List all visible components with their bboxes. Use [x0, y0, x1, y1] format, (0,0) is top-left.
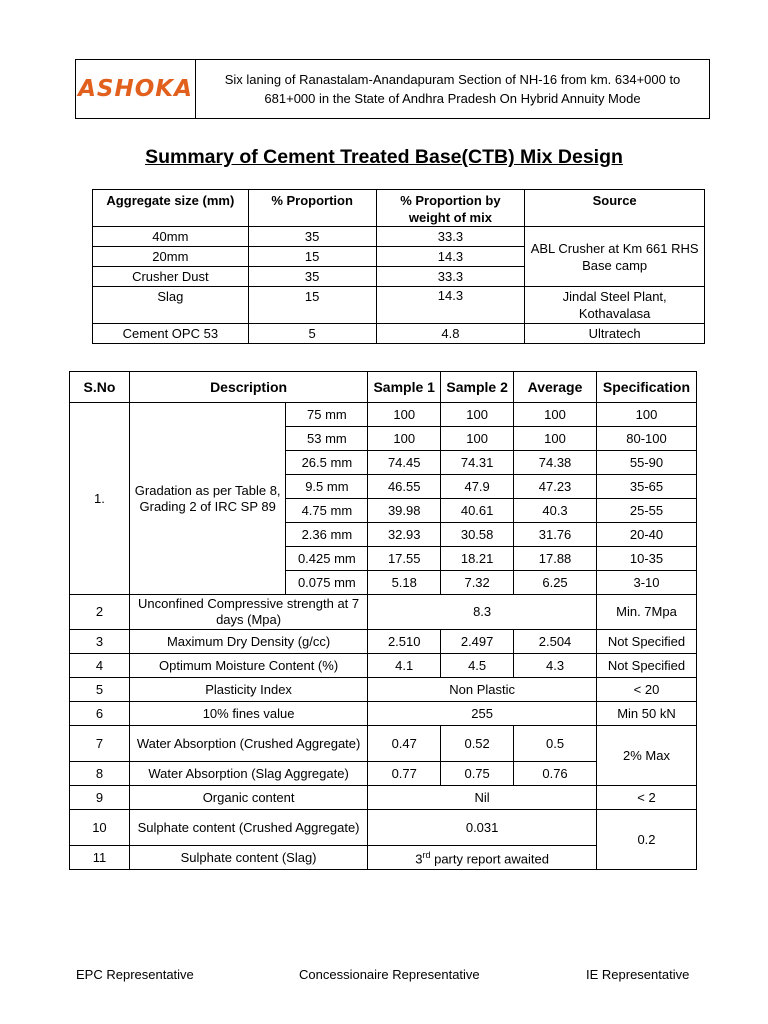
average-value: 47.23: [514, 475, 597, 499]
column-header: % Proportion by weight of mix: [376, 190, 525, 227]
sample-1-value: 32.93: [368, 523, 441, 547]
sample-1-value: 46.55: [368, 475, 441, 499]
table-row: [70, 678, 697, 702]
proportion: 5: [248, 324, 376, 344]
specification: Min. 7Mpa: [596, 595, 696, 630]
sample-1-value: 2.510: [368, 630, 441, 654]
test-value: Non Plastic: [368, 678, 597, 702]
source: Jindal Steel Plant, Kothavalasa: [525, 287, 705, 324]
test-value: 255: [368, 702, 597, 726]
document-header: [75, 59, 710, 119]
aggregate-size: Cement OPC 53: [93, 324, 249, 344]
sample-2-value: 30.58: [441, 523, 514, 547]
specification: 10-35: [596, 547, 696, 571]
sample-1-value: 100: [368, 403, 441, 427]
specification: Not Specified: [596, 654, 696, 678]
aggregate-size: 40mm: [93, 227, 249, 247]
sample-2-value: 100: [441, 403, 514, 427]
specification: 20-40: [596, 523, 696, 547]
sample-1-value: 5.18: [368, 571, 441, 595]
test-value: 0.031: [368, 810, 597, 846]
proportion-by-weight: 14.3: [376, 247, 525, 267]
aggregate-proportion-table: [92, 189, 705, 344]
column-header: % Proportion: [248, 190, 376, 227]
column-header: Sample 1: [368, 372, 441, 403]
average-value: 74.38: [514, 451, 597, 475]
aggregate-size: Slag: [93, 287, 249, 324]
test-value: 8.3: [368, 595, 597, 630]
sample-2-value: 0.52: [441, 726, 514, 762]
test-description: 10% fines value: [129, 702, 367, 726]
test-value: Nil: [368, 786, 597, 810]
specification: 25-55: [596, 499, 696, 523]
sieve-size: 0.075 mm: [286, 571, 368, 595]
specification: 55-90: [596, 451, 696, 475]
specification: < 20: [596, 678, 696, 702]
table-header-row: [93, 190, 705, 227]
average-value: 100: [514, 427, 597, 451]
page-title: Summary of Cement Treated Base(CTB) Mix Design: [145, 146, 623, 168]
ordinal-suffix: rd: [422, 850, 431, 861]
sieve-size: 4.75 mm: [286, 499, 368, 523]
column-header: S.No: [70, 372, 130, 403]
average-value: 0.76: [514, 762, 597, 786]
column-header: Description: [129, 372, 367, 403]
specification: 0.2: [596, 810, 696, 870]
sample-1-value: 0.77: [368, 762, 441, 786]
column-header: Sample 2: [441, 372, 514, 403]
column-header: Specification: [596, 372, 696, 403]
sample-1-value: 0.47: [368, 726, 441, 762]
test-description: Organic content: [129, 786, 367, 810]
proportion-by-weight: 14.3: [376, 287, 525, 324]
average-value: 17.88: [514, 547, 597, 571]
sample-2-value: 4.5: [441, 654, 514, 678]
proportion-by-weight: 4.8: [376, 324, 525, 344]
test-description: Water Absorption (Crushed Aggregate): [129, 726, 367, 762]
average-value: 40.3: [514, 499, 597, 523]
specification: 35-65: [596, 475, 696, 499]
test-description: Plasticity Index: [129, 678, 367, 702]
serial-number: 5: [70, 678, 130, 702]
serial-number: 3: [70, 630, 130, 654]
test-description: Gradation as per Table 8, Grading 2 of IRC SP 89: [129, 403, 286, 595]
table-row: [70, 654, 697, 678]
table-row: [93, 287, 705, 324]
test-description: Unconfined Compressive strength at 7 days (Mpa): [129, 595, 367, 630]
proportion-by-weight: 33.3: [376, 227, 525, 247]
average-value: 31.76: [514, 523, 597, 547]
sieve-size: 75 mm: [286, 403, 368, 427]
average-value: 4.3: [514, 654, 597, 678]
test-description: Maximum Dry Density (g/cc): [129, 630, 367, 654]
sample-1-value: 4.1: [368, 654, 441, 678]
proportion: 15: [248, 247, 376, 267]
table-row: [70, 726, 697, 762]
test-description: Optimum Moisture Content (%): [129, 654, 367, 678]
specification: Min 50 kN: [596, 702, 696, 726]
serial-number: 7: [70, 726, 130, 762]
table-row: [70, 702, 697, 726]
serial-number: 2: [70, 595, 130, 630]
company-logo: [76, 60, 196, 118]
proportion-by-weight: 33.3: [376, 267, 525, 287]
specification: 3-10: [596, 571, 696, 595]
sample-2-value: 18.21: [441, 547, 514, 571]
sample-1-value: 17.55: [368, 547, 441, 571]
column-header: Source: [525, 190, 705, 227]
specification: 100: [596, 403, 696, 427]
table-row: [70, 403, 697, 427]
proportion: 15: [248, 287, 376, 324]
source: ABL Crusher at Km 661 RHS Base camp: [525, 227, 705, 287]
test-description: Water Absorption (Slag Aggregate): [129, 762, 367, 786]
source: Ultratech: [525, 324, 705, 344]
table-row: [70, 630, 697, 654]
serial-number: 1.: [70, 403, 130, 595]
table-row: [70, 595, 697, 630]
signature-epc: EPC Representative: [76, 967, 194, 982]
aggregate-size: 20mm: [93, 247, 249, 267]
average-value: 6.25: [514, 571, 597, 595]
report-status-text: party report awaited: [430, 851, 549, 867]
specification: < 2: [596, 786, 696, 810]
sample-1-value: 39.98: [368, 499, 441, 523]
sample-2-value: 0.75: [441, 762, 514, 786]
sample-2-value: 74.31: [441, 451, 514, 475]
average-value: 2.504: [514, 630, 597, 654]
sample-1-value: 100: [368, 427, 441, 451]
logo-text: ASHOKA: [78, 76, 193, 102]
proportion: 35: [248, 267, 376, 287]
average-value: 100: [514, 403, 597, 427]
table-row: [70, 810, 697, 846]
sample-1-value: 74.45: [368, 451, 441, 475]
sieve-size: 2.36 mm: [286, 523, 368, 547]
test-results-table: [69, 371, 697, 870]
table-row: [93, 227, 705, 247]
serial-number: 10: [70, 810, 130, 846]
column-header: Aggregate size (mm): [93, 190, 249, 227]
sieve-size: 53 mm: [286, 427, 368, 451]
aggregate-size: Crusher Dust: [93, 267, 249, 287]
specification: Not Specified: [596, 630, 696, 654]
test-description: Sulphate content (Slag): [129, 846, 367, 870]
specification: 2% Max: [596, 726, 696, 786]
sieve-size: 9.5 mm: [286, 475, 368, 499]
serial-number: 9: [70, 786, 130, 810]
sample-2-value: 40.61: [441, 499, 514, 523]
ordinal-number: 3: [415, 851, 423, 867]
sample-2-value: 7.32: [441, 571, 514, 595]
table-row: [93, 324, 705, 344]
signature-concessionaire: Concessionaire Representative: [299, 967, 480, 982]
table-row: [70, 786, 697, 810]
serial-number: 6: [70, 702, 130, 726]
average-value: 0.5: [514, 726, 597, 762]
sieve-size: 26.5 mm: [286, 451, 368, 475]
column-header: Average: [514, 372, 597, 403]
sample-2-value: 47.9: [441, 475, 514, 499]
test-description: Sulphate content (Crushed Aggregate): [129, 810, 367, 846]
table-header-row: [70, 372, 697, 403]
sample-2-value: 2.497: [441, 630, 514, 654]
signature-ie: IE Representative: [586, 967, 690, 982]
serial-number: 8: [70, 762, 130, 786]
sample-2-value: 100: [441, 427, 514, 451]
serial-number: 11: [70, 846, 130, 870]
proportion: 35: [248, 227, 376, 247]
specification: 80-100: [596, 427, 696, 451]
project-title: Six laning of Ranastalam-Anandapuram Section of NH-16 from km. 634+000 to 681+000 in the State of Andhra Pradesh On Hybrid Annuity Mode: [224, 72, 681, 106]
serial-number: 4: [70, 654, 130, 678]
sieve-size: 0.425 mm: [286, 547, 368, 571]
test-value: [368, 846, 597, 870]
